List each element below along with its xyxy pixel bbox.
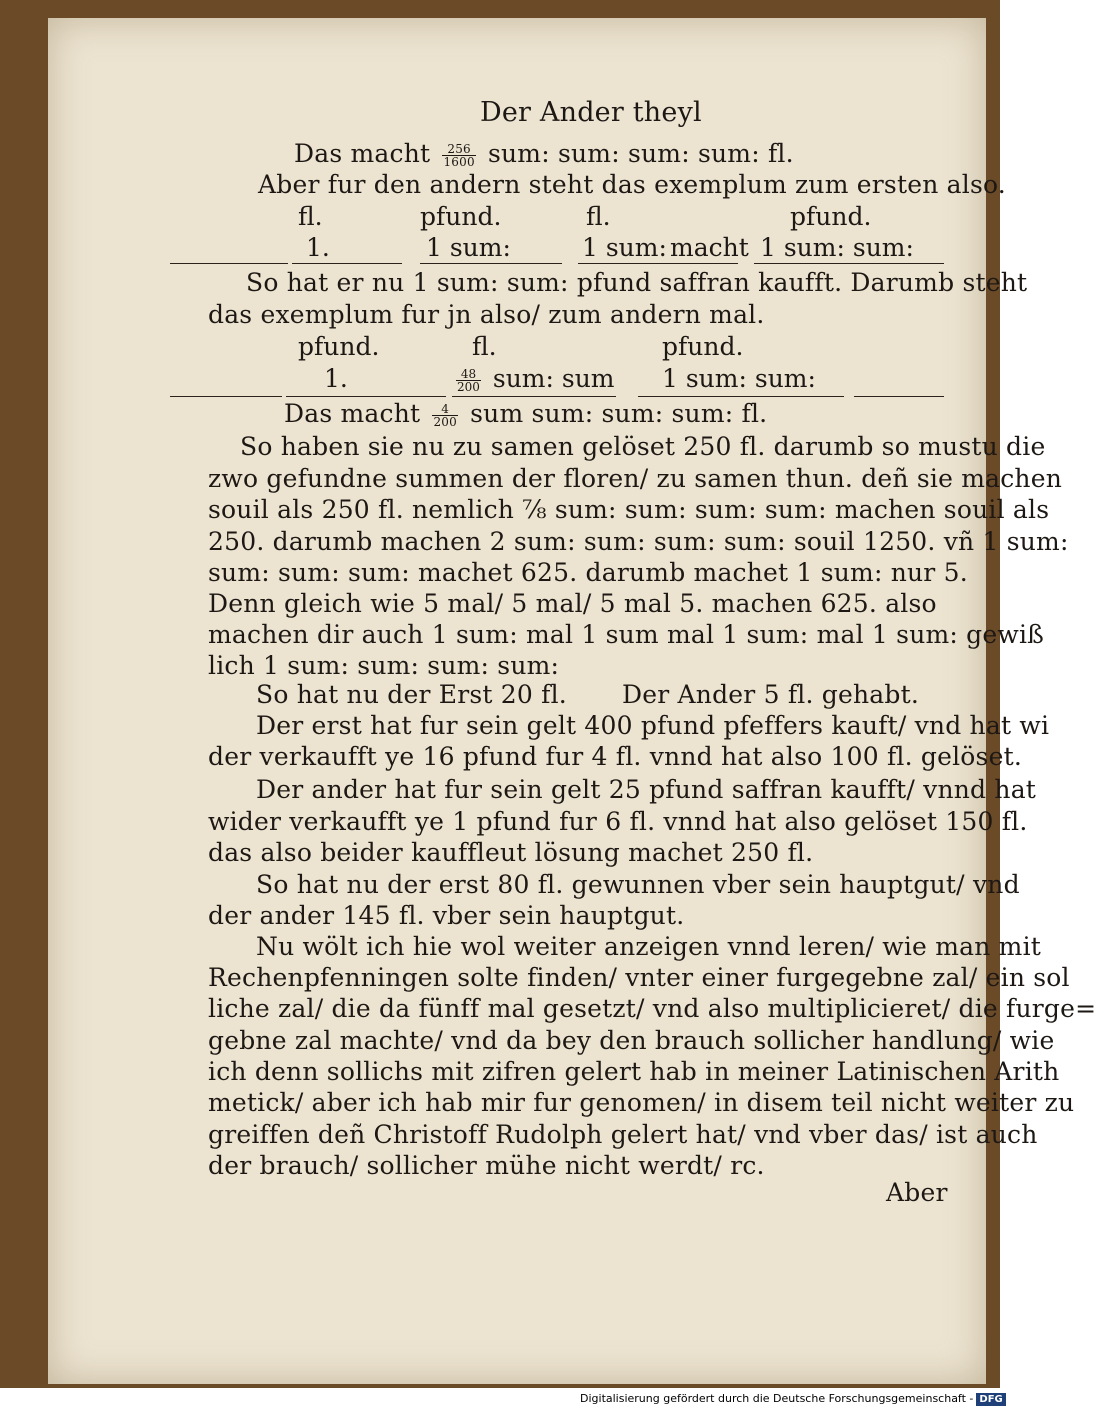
fraction-2 [456,368,481,393]
ex1-head-fl-1: fl. [298,202,323,231]
body-line-1: So haben sie nu zu samen gelöset 250 fl. darumb so mustu die [240,432,1046,461]
body-line-4: 250. darumb machen 2 sum: sum: sum: sum: souil 1250. vñ 1 sum: [208,527,1069,556]
para1-line1: So hat er nu 1 sum: sum: pfund saffran kaufft. Darumb steht [246,268,1028,297]
ex2-head-pfund-2: pfund. [662,332,744,361]
text-das-macht: Das macht [284,399,421,428]
body-line-6: Denn gleich wie 5 mal/ 5 mal/ 5 mal 5. machen 625. also [208,589,937,618]
rule-ex2-a [170,396,282,397]
body2-line-2: der verkaufft ye 16 pfund fur 4 fl. vnnd hat also 100 fl. gelöset. [208,742,1022,771]
body-line-7: machen dir auch 1 sum: mal 1 sum mal 1 sum: mal 1 sum: gewiß [208,620,1045,649]
ex1-head-pfund-2: pfund. [790,202,872,231]
body-line-2: zwo gefundne summen der floren/ zu samen thun. deñ sie machen [208,464,1063,493]
line-das-macht-2 [284,399,767,429]
ex2-head-pfund-1: pfund. [298,332,380,361]
body2-line-10: liche zal/ die da fünff mal gesetzt/ vnd also multiplicieret/ die furge= [208,994,1096,1023]
ex2-head-fl: fl. [472,332,497,361]
body-line-5: sum: sum: sum: machet 625. darumb machet 1 sum: nur 5. [208,558,968,587]
body2-line-6: So hat nu der erst 80 fl. gewunnen vber sein hauptgut/ vnd [256,870,1020,899]
body2-line-14: greiffen deñ Christoff Rudolph gelert hat/ vnd vber das/ ist auch [208,1120,1038,1149]
rule-ex1-a [170,263,288,264]
running-header: Der Ander theyl [480,97,702,128]
text-das-macht: Das macht [294,139,431,168]
body2-line-13: metick/ aber ich hab mir fur genomen/ in disem teil nicht weiter zu [208,1088,1075,1117]
fraction-1 [442,143,475,168]
body-line-3: souil als 250 fl. nemlich ⅞ sum: sum: sum: sum: machen souil als [208,495,1050,524]
result-ander: Der Ander 5 fl. gehabt. [622,680,919,709]
line-aber-fur: Aber fur den andern steht das exemplum zum ersten also. [258,170,1006,199]
body2-line-8: Nu wölt ich hie wol weiter anzeigen vnnd leren/ wie man mit [256,932,1042,961]
ex1-val-1: 1. [306,233,330,262]
rule-ex2-d [638,396,844,397]
fraction-numerator: 48 [456,368,481,381]
fraction-3 [432,403,458,428]
result-erst: So hat nu der Erst 20 fl. [256,680,567,709]
fraction-denominator: 1600 [443,155,475,169]
body2-line-5: das also beider kauffleut lösung machet 250 fl. [208,838,814,867]
rule-ex2-c [452,396,616,397]
book-page [48,18,1096,1384]
ex1-val-macht: macht [670,233,749,262]
body2-line-15: der brauch/ sollicher mühe nicht werdt/ rc. [208,1151,765,1180]
rule-ex1-c [420,263,562,264]
ex1-head-pfund-1: pfund. [420,202,502,231]
fraction-numerator: 256 [442,143,475,156]
line-das-macht-1 [294,139,794,169]
text-sum-fl: sum: sum: sum: sum: fl. [487,139,794,168]
rule-ex2-b [286,396,446,397]
ex1-val-4: 1 sum: sum: [760,233,914,262]
fraction-denominator: 200 [457,380,480,394]
rule-ex1-e [754,263,944,264]
ex2-val-3: 1 sum: sum: [662,364,816,393]
text-sum-fl: sum sum: sum: sum: fl. [470,399,768,428]
body2-line-9: Rechenpfenningen solte finden/ vnter einer furgegebne zal/ ein sol [208,963,1070,992]
rule-ex1-b [292,263,402,264]
ex1-val-3: 1 sum: [582,233,667,262]
body2-line-12: ich denn sollichs mit zifren gelert hab in meiner Latinischen Arith [208,1057,1060,1086]
body2-line-1: Der erst hat fur sein gelt 400 pfund pfeffers kauft/ vnd hat wi [256,711,1050,740]
body-line-8: lich 1 sum: sum: sum: sum: [208,651,560,680]
ex1-val-2: 1 sum: [426,233,511,262]
body2-line-4: wider verkaufft ye 1 pfund fur 6 fl. vnnd hat also gelöset 150 fl. [208,807,1028,836]
catchword: Aber [886,1178,948,1207]
ex2-val-2 [452,364,615,394]
fraction-denominator: 200 [433,415,457,429]
ex1-head-fl-2: fl. [586,202,611,231]
body2-line-3: Der ander hat fur sein gelt 25 pfund saffran kaufft/ vnnd hat [256,775,1037,804]
dfg-logo: DFG [976,1393,1005,1406]
rule-ex2-e [854,396,944,397]
para1-line2: das exemplum fur jn also/ zum andern mal. [208,300,765,329]
text-sum-sum: sum: sum [492,364,615,393]
ex2-val-1: 1. [324,364,348,393]
fraction-numerator: 4 [432,403,458,416]
body2-line-11: gebne zal machte/ vnd da bey den brauch sollicher handlung/ wie [208,1026,1055,1055]
body2-line-7: der ander 145 fl. vber sein hauptgut. [208,901,685,930]
rule-ex1-d [578,263,738,264]
credit-text: Digitalisierung gefördert durch die Deutsche Forschungsgemeinschaft - [580,1392,974,1405]
digitization-credit [580,1391,1003,1407]
